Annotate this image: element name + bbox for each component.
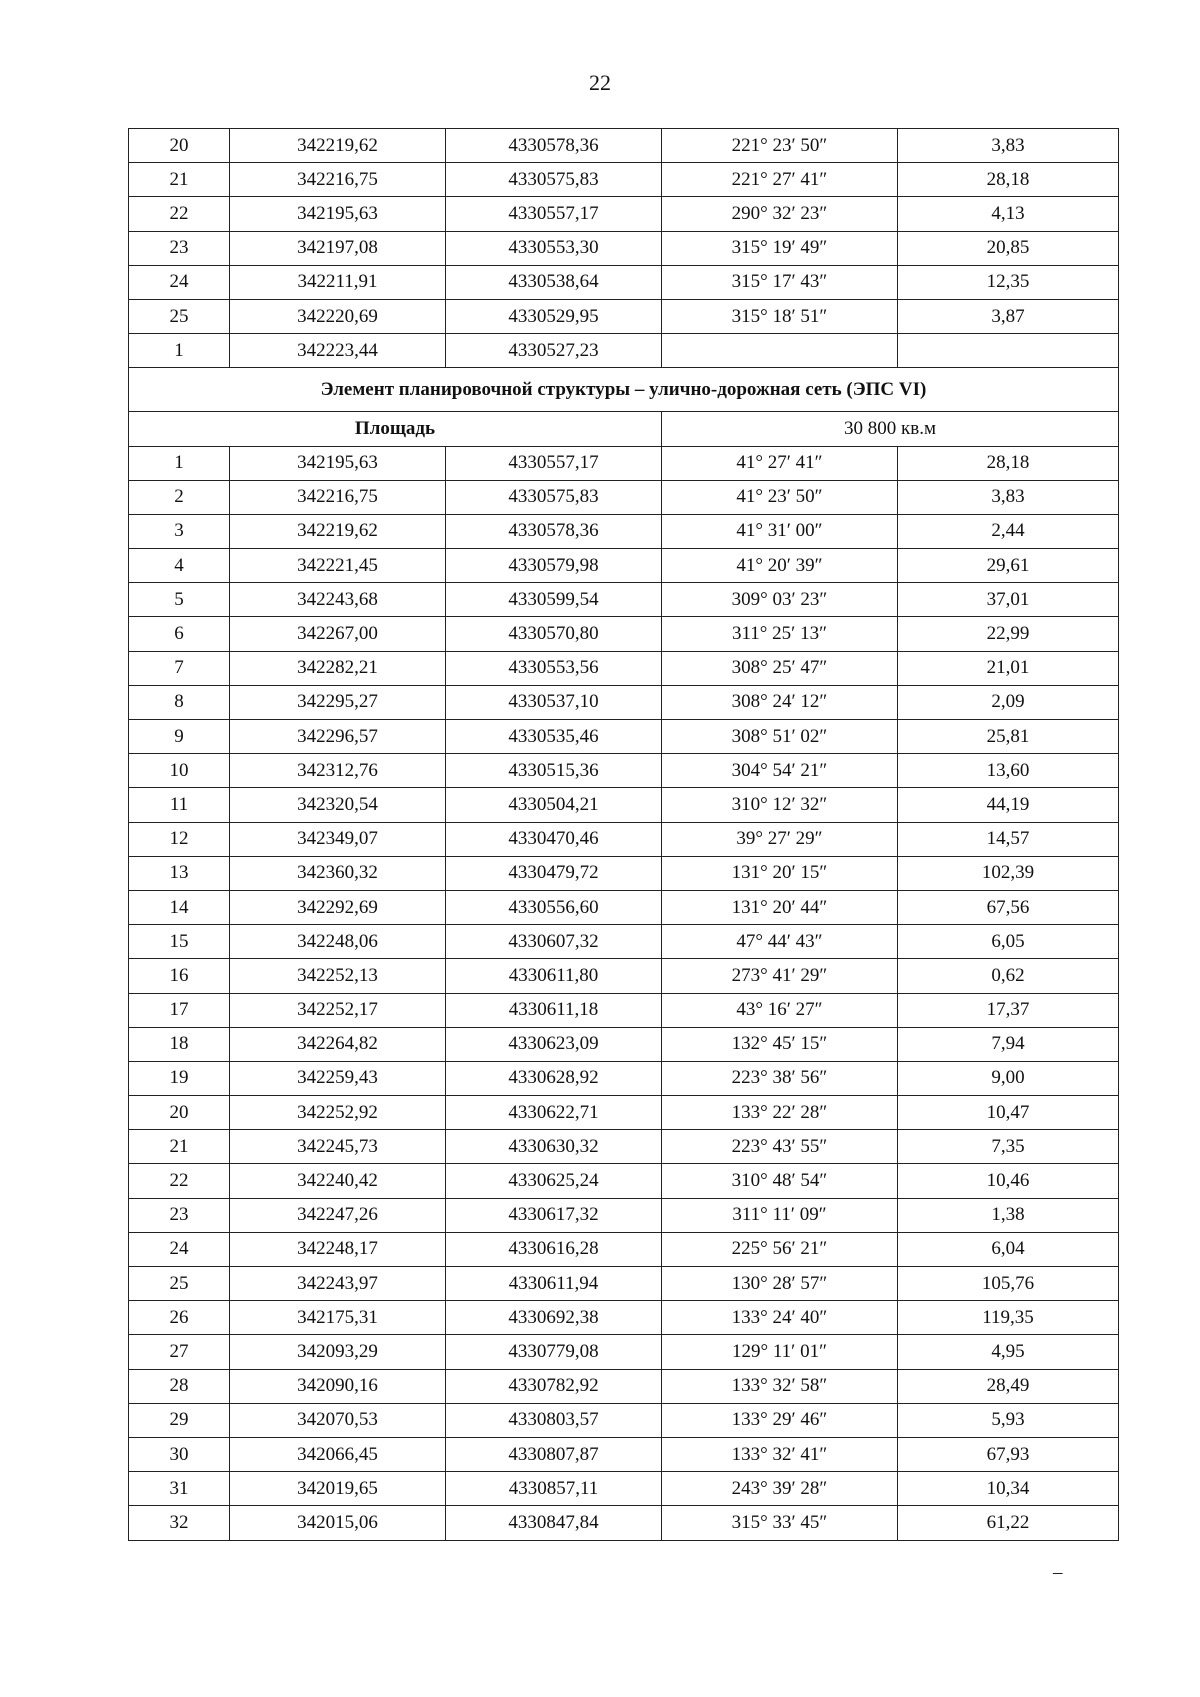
area-label: Площадь [129,412,662,446]
y-coordinate-cell: 4330537,10 [446,685,662,719]
distance-cell [898,334,1119,368]
bearing-cell: 309° 03′ 23″ [662,583,898,617]
point-number-cell: 32 [129,1506,230,1540]
point-number-cell: 24 [129,265,230,299]
y-coordinate-cell: 4330807,87 [446,1437,662,1471]
x-coordinate-cell: 342211,91 [230,265,446,299]
bearing-cell: 133° 32′ 58″ [662,1369,898,1403]
table-row [129,583,1119,617]
distance-cell: 37,01 [898,583,1119,617]
x-coordinate-cell: 342090,16 [230,1369,446,1403]
bearing-cell: 311° 25′ 13″ [662,617,898,651]
point-number-cell: 1 [129,334,230,368]
distance-cell: 4,95 [898,1335,1119,1369]
point-number-cell: 25 [129,299,230,333]
x-coordinate-cell: 342175,31 [230,1301,446,1335]
point-number-cell: 18 [129,1027,230,1061]
x-coordinate-cell: 342195,63 [230,197,446,231]
distance-cell: 2,44 [898,514,1119,548]
point-number-cell: 21 [129,1130,230,1164]
y-coordinate-cell: 4330479,72 [446,856,662,890]
bearing-cell [662,334,898,368]
page-number: 22 [589,70,611,95]
table-row [129,685,1119,719]
bearing-cell: 131° 20′ 15″ [662,856,898,890]
bearing-cell: 133° 29′ 46″ [662,1403,898,1437]
bearing-cell: 41° 31′ 00″ [662,514,898,548]
table-row [129,651,1119,685]
point-number-cell: 28 [129,1369,230,1403]
point-number-cell: 12 [129,822,230,856]
bearing-cell: 223° 38′ 56″ [662,1061,898,1095]
x-coordinate-cell: 342252,92 [230,1096,446,1130]
bearing-cell: 129° 11′ 01″ [662,1335,898,1369]
x-coordinate-cell: 342093,29 [230,1335,446,1369]
y-coordinate-cell: 4330527,23 [446,334,662,368]
point-number-cell: 23 [129,231,230,265]
x-coordinate-cell: 342216,75 [230,163,446,197]
point-number-cell: 15 [129,925,230,959]
point-number-cell: 11 [129,788,230,822]
point-number-cell: 24 [129,1232,230,1266]
distance-cell: 102,39 [898,856,1119,890]
table-row [129,1437,1119,1471]
table-row [129,959,1119,993]
x-coordinate-cell: 342295,27 [230,685,446,719]
table-row [129,1164,1119,1198]
x-coordinate-cell: 342240,42 [230,1164,446,1198]
distance-cell: 4,13 [898,197,1119,231]
table-row [129,1061,1119,1095]
table-row [129,549,1119,583]
distance-cell: 14,57 [898,822,1119,856]
distance-cell: 9,00 [898,1061,1119,1095]
y-coordinate-cell: 4330599,54 [446,583,662,617]
point-number-cell: 8 [129,685,230,719]
bearing-cell: 304° 54′ 21″ [662,754,898,788]
y-coordinate-cell: 4330847,84 [446,1506,662,1540]
distance-cell: 28,49 [898,1369,1119,1403]
table-row [129,446,1119,480]
x-coordinate-cell: 342349,07 [230,822,446,856]
x-coordinate-cell: 342292,69 [230,890,446,924]
y-coordinate-cell: 4330616,28 [446,1232,662,1266]
bearing-cell: 290° 32′ 23″ [662,197,898,231]
bearing-cell: 41° 27′ 41″ [662,446,898,480]
y-coordinate-cell: 4330607,32 [446,925,662,959]
point-number-cell: 30 [129,1437,230,1471]
table-section-main [129,446,1119,1540]
point-number-cell: 19 [129,1061,230,1095]
y-coordinate-cell: 4330570,80 [446,617,662,651]
table-row [129,788,1119,822]
y-coordinate-cell: 4330557,17 [446,446,662,480]
y-coordinate-cell: 4330578,36 [446,514,662,548]
table-row [129,1472,1119,1506]
y-coordinate-cell: 4330630,32 [446,1130,662,1164]
y-coordinate-cell: 4330575,83 [446,163,662,197]
table-row [129,993,1119,1027]
table-row [129,514,1119,548]
coordinates-table [128,128,1119,1541]
distance-cell: 67,93 [898,1437,1119,1471]
bearing-cell: 310° 12′ 32″ [662,788,898,822]
table-row [129,754,1119,788]
table-row [129,1027,1119,1061]
point-number-cell: 1 [129,446,230,480]
distance-cell: 105,76 [898,1267,1119,1301]
point-number-cell: 21 [129,163,230,197]
x-coordinate-cell: 342066,45 [230,1437,446,1471]
section-title: Элемент планировочной структуры – улично-дорожная сеть (ЭПС VI) [129,368,1119,412]
table-row [129,822,1119,856]
bearing-cell: 132° 45′ 15″ [662,1027,898,1061]
distance-cell: 61,22 [898,1506,1119,1540]
x-coordinate-cell: 342223,44 [230,334,446,368]
point-number-cell: 5 [129,583,230,617]
y-coordinate-cell: 4330515,36 [446,754,662,788]
bearing-cell: 308° 24′ 12″ [662,685,898,719]
bearing-cell: 133° 32′ 41″ [662,1437,898,1471]
point-number-cell: 13 [129,856,230,890]
table-row [129,1267,1119,1301]
bearing-cell: 243° 39′ 28″ [662,1472,898,1506]
point-number-cell: 17 [129,993,230,1027]
y-coordinate-cell: 4330625,24 [446,1164,662,1198]
distance-cell: 21,01 [898,651,1119,685]
y-coordinate-cell: 4330803,57 [446,1403,662,1437]
y-coordinate-cell: 4330692,38 [446,1301,662,1335]
table-row [129,1198,1119,1232]
distance-cell: 6,04 [898,1232,1119,1266]
x-coordinate-cell: 342247,26 [230,1198,446,1232]
distance-cell: 10,47 [898,1096,1119,1130]
point-number-cell: 2 [129,480,230,514]
distance-cell: 28,18 [898,446,1119,480]
distance-cell: 13,60 [898,754,1119,788]
bearing-cell: 39° 27′ 29″ [662,822,898,856]
bearing-cell: 133° 22′ 28″ [662,1096,898,1130]
distance-cell: 1,38 [898,1198,1119,1232]
x-coordinate-cell: 342312,76 [230,754,446,788]
point-number-cell: 22 [129,197,230,231]
table-row [129,1301,1119,1335]
y-coordinate-cell: 4330538,64 [446,265,662,299]
bearing-cell: 225° 56′ 21″ [662,1232,898,1266]
table-row [129,1369,1119,1403]
bearing-cell: 221° 27′ 41″ [662,163,898,197]
y-coordinate-cell: 4330617,32 [446,1198,662,1232]
y-coordinate-cell: 4330504,21 [446,788,662,822]
bearing-cell: 41° 23′ 50″ [662,480,898,514]
distance-cell: 10,34 [898,1472,1119,1506]
point-number-cell: 27 [129,1335,230,1369]
point-number-cell: 23 [129,1198,230,1232]
distance-cell: 0,62 [898,959,1119,993]
x-coordinate-cell: 342221,45 [230,549,446,583]
x-coordinate-cell: 342019,65 [230,1472,446,1506]
y-coordinate-cell: 4330557,17 [446,197,662,231]
table-row [129,265,1119,299]
x-coordinate-cell: 342267,00 [230,617,446,651]
bearing-cell: 43° 16′ 27″ [662,993,898,1027]
y-coordinate-cell: 4330779,08 [446,1335,662,1369]
point-number-cell: 29 [129,1403,230,1437]
table-row [129,856,1119,890]
y-coordinate-cell: 4330623,09 [446,1027,662,1061]
bearing-cell: 315° 19′ 49″ [662,231,898,265]
y-coordinate-cell: 4330611,80 [446,959,662,993]
y-coordinate-cell: 4330622,71 [446,1096,662,1130]
y-coordinate-cell: 4330578,36 [446,129,662,163]
table-row [129,299,1119,333]
distance-cell: 22,99 [898,617,1119,651]
distance-cell: 20,85 [898,231,1119,265]
x-coordinate-cell: 342216,75 [230,480,446,514]
distance-cell: 28,18 [898,163,1119,197]
y-coordinate-cell: 4330470,46 [446,822,662,856]
x-coordinate-cell: 342015,06 [230,1506,446,1540]
distance-cell: 119,35 [898,1301,1119,1335]
bearing-cell: 308° 51′ 02″ [662,720,898,754]
point-number-cell: 3 [129,514,230,548]
table-row [129,197,1119,231]
table-row [129,1403,1119,1437]
y-coordinate-cell: 4330782,92 [446,1369,662,1403]
point-number-cell: 16 [129,959,230,993]
distance-cell: 7,35 [898,1130,1119,1164]
bearing-cell: 223° 43′ 55″ [662,1130,898,1164]
distance-cell: 7,94 [898,1027,1119,1061]
y-coordinate-cell: 4330628,92 [446,1061,662,1095]
y-coordinate-cell: 4330556,60 [446,890,662,924]
bearing-cell: 131° 20′ 44″ [662,890,898,924]
y-coordinate-cell: 4330857,11 [446,1472,662,1506]
bearing-cell: 130° 28′ 57″ [662,1267,898,1301]
table-row [129,1232,1119,1266]
bearing-cell: 47° 44′ 43″ [662,925,898,959]
point-number-cell: 6 [129,617,230,651]
point-number-cell: 20 [129,1096,230,1130]
x-coordinate-cell: 342248,06 [230,925,446,959]
distance-cell: 67,56 [898,890,1119,924]
point-number-cell: 31 [129,1472,230,1506]
point-number-cell: 7 [129,651,230,685]
distance-cell: 10,46 [898,1164,1119,1198]
x-coordinate-cell: 342195,63 [230,446,446,480]
y-coordinate-cell: 4330553,30 [446,231,662,265]
x-coordinate-cell: 342360,32 [230,856,446,890]
y-coordinate-cell: 4330553,56 [446,651,662,685]
point-number-cell: 25 [129,1267,230,1301]
distance-cell: 25,81 [898,720,1119,754]
y-coordinate-cell: 4330575,83 [446,480,662,514]
table-row [129,925,1119,959]
distance-cell: 17,37 [898,993,1119,1027]
table-row [129,231,1119,265]
y-coordinate-cell: 4330611,94 [446,1267,662,1301]
section-header [129,368,1119,446]
x-coordinate-cell: 342219,62 [230,129,446,163]
point-number-cell: 26 [129,1301,230,1335]
y-coordinate-cell: 4330535,46 [446,720,662,754]
distance-cell: 2,09 [898,685,1119,719]
point-number-cell: 9 [129,720,230,754]
table-row [129,129,1119,163]
x-coordinate-cell: 342197,08 [230,231,446,265]
table-row [129,334,1119,368]
point-number-cell: 4 [129,549,230,583]
x-coordinate-cell: 342243,97 [230,1267,446,1301]
bearing-cell: 311° 11′ 09″ [662,1198,898,1232]
table-row [129,1335,1119,1369]
area-row [129,412,1119,446]
bearing-cell: 315° 17′ 43″ [662,265,898,299]
bearing-cell: 221° 23′ 50″ [662,129,898,163]
table-row [129,163,1119,197]
bearing-cell: 308° 25′ 47″ [662,651,898,685]
table-row [129,480,1119,514]
y-coordinate-cell: 4330611,18 [446,993,662,1027]
x-coordinate-cell: 342243,68 [230,583,446,617]
section-title-row [129,368,1119,412]
area-value: 30 800 кв.м [662,412,1119,446]
table-row [129,890,1119,924]
table-row [129,1096,1119,1130]
table-row [129,1506,1119,1540]
trailing-mark: – [1053,1562,1063,1583]
x-coordinate-cell: 342219,62 [230,514,446,548]
x-coordinate-cell: 342220,69 [230,299,446,333]
x-coordinate-cell: 342070,53 [230,1403,446,1437]
point-number-cell: 14 [129,890,230,924]
distance-cell: 5,93 [898,1403,1119,1437]
bearing-cell: 41° 20′ 39″ [662,549,898,583]
distance-cell: 3,83 [898,129,1119,163]
bearing-cell: 310° 48′ 54″ [662,1164,898,1198]
distance-cell: 29,61 [898,549,1119,583]
point-number-cell: 10 [129,754,230,788]
x-coordinate-cell: 342320,54 [230,788,446,822]
table-row [129,720,1119,754]
point-number-cell: 20 [129,129,230,163]
table-section-top [129,129,1119,368]
bearing-cell: 315° 33′ 45″ [662,1506,898,1540]
bearing-cell: 273° 41′ 29″ [662,959,898,993]
distance-cell: 44,19 [898,788,1119,822]
distance-cell: 3,83 [898,480,1119,514]
x-coordinate-cell: 342248,17 [230,1232,446,1266]
bearing-cell: 315° 18′ 51″ [662,299,898,333]
distance-cell: 12,35 [898,265,1119,299]
point-number-cell: 22 [129,1164,230,1198]
x-coordinate-cell: 342245,73 [230,1130,446,1164]
table-row [129,1130,1119,1164]
distance-cell: 6,05 [898,925,1119,959]
x-coordinate-cell: 342259,43 [230,1061,446,1095]
bearing-cell: 133° 24′ 40″ [662,1301,898,1335]
x-coordinate-cell: 342296,57 [230,720,446,754]
x-coordinate-cell: 342282,21 [230,651,446,685]
x-coordinate-cell: 342264,82 [230,1027,446,1061]
x-coordinate-cell: 342252,13 [230,959,446,993]
distance-cell: 3,87 [898,299,1119,333]
table-row [129,617,1119,651]
y-coordinate-cell: 4330529,95 [446,299,662,333]
y-coordinate-cell: 4330579,98 [446,549,662,583]
x-coordinate-cell: 342252,17 [230,993,446,1027]
